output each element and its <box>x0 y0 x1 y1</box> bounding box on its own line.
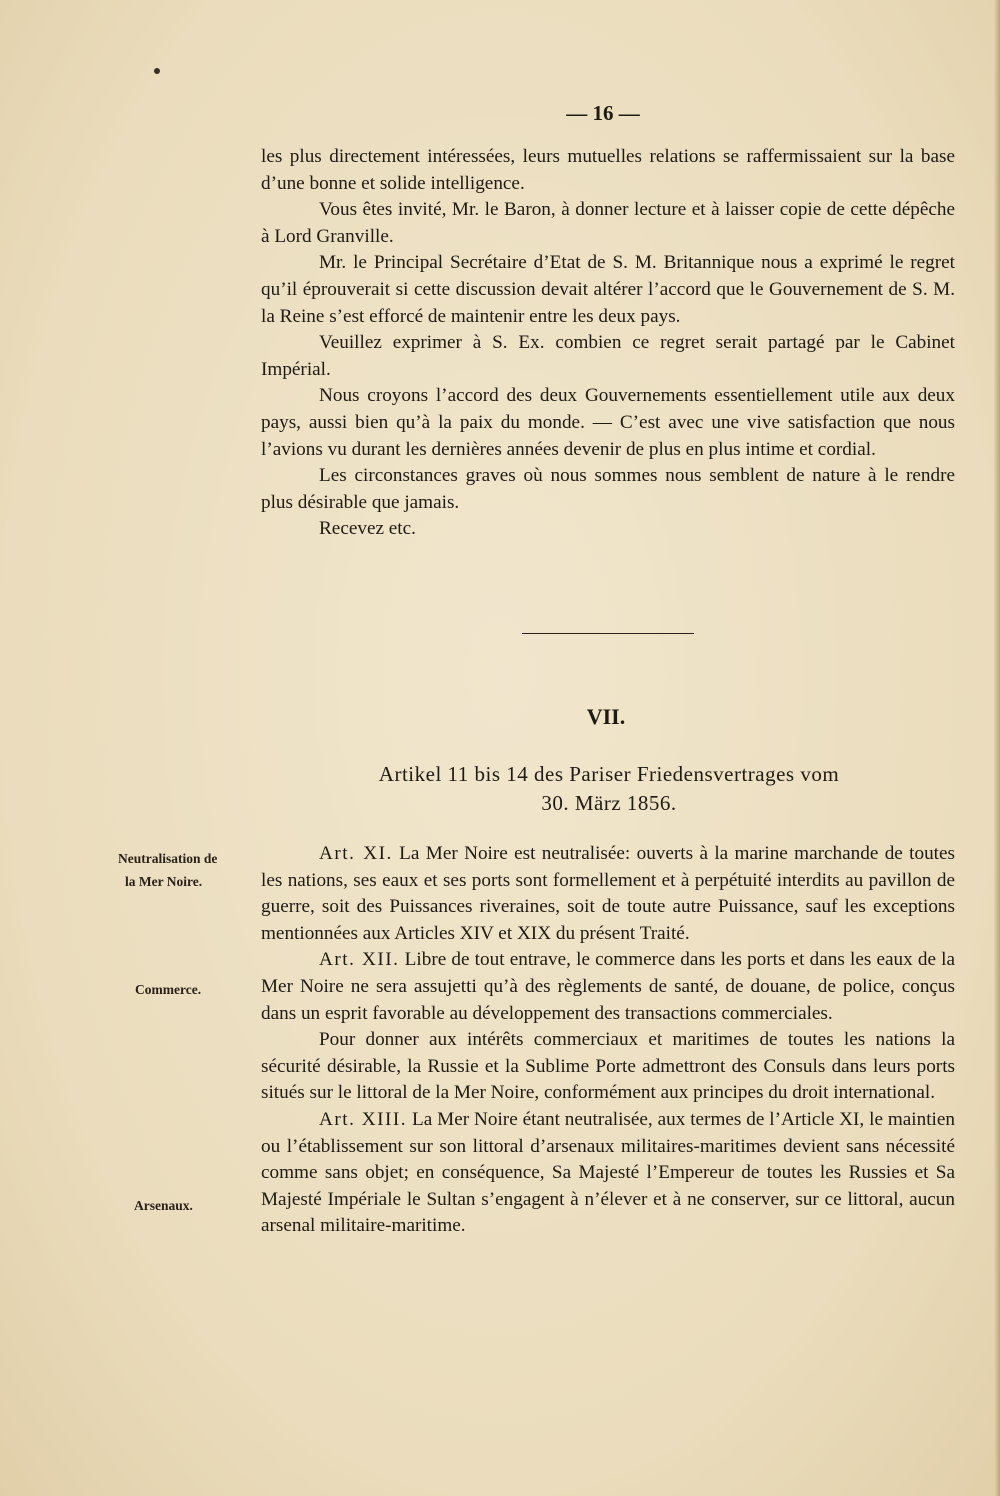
paragraph: Recevez etc. <box>319 518 416 540</box>
heading-line-2: 30. März 1856. <box>541 791 677 815</box>
paragraph: Vous êtes invité, Mr. le Baron, à donner lecture et à laisser copie de cette dépêche à Lord Granville. <box>261 199 955 247</box>
article-xi <box>261 841 955 947</box>
margin-note-line: la Mer Noire. <box>125 874 203 889</box>
margin-note-arsenaux: Arsenaux. <box>134 1198 193 1213</box>
section-number: VII. <box>586 704 626 729</box>
article-label: Art. XII. <box>319 949 400 971</box>
article-label: Art. XI. <box>319 843 393 864</box>
article-xiii <box>261 1107 955 1240</box>
page-edge <box>994 0 1000 1496</box>
margin-note-commerce: Commerce. <box>135 982 202 997</box>
margin-note-line: Neutralisation de <box>118 851 218 866</box>
margin-note-neutralisation <box>118 847 268 893</box>
paragraph: Mr. le Principal Secrétaire d’Etat de S. M. Britannique nous a exprimé le regret qu’il éprouverait si cette discussion devait altérer l’accord que le Gouvernement de S. M. la Reine s’est efforcé de maintenir entre les deux pays. <box>261 252 955 327</box>
section-heading <box>262 760 956 818</box>
paragraph: Veuillez exprimer à S. Ex. combien ce regret serait partagé par le Cabinet Impérial. <box>261 332 955 380</box>
article-text: Libre de tout entrave, le commerce dans les ports et dans les eaux de la Mer Noire ne sera assujetti qu’à des règlements de santé, de douane, de police, conçus dans un esprit favorable au développement des transactions commerciales. <box>261 949 955 1024</box>
article-text: Pour donner aux intérêts commerciaux et maritimes de toutes les nations la sécurité désirable, la Russie et la Sublime Porte admettront des Consuls dans leurs ports situés sur le littoral de la Mer Noire, conformément aux principes du droit international. <box>261 1029 955 1104</box>
article-text: La Mer Noire étant neutralisée, aux termes de l’Article XI, le maintien ou l’établissement sur son littoral d’arsenaux militaires-maritimes devient sans nécessité comme sans objet; en conséquence, Sa Majesté l’Empereur de toutes les Russies et Sa Majesté Impériale le Sultan s’engagent à n’élever et à ne conserver, sur ce littoral, aucun arsenal militaire-maritime. <box>261 1108 956 1237</box>
section-divider <box>522 633 694 634</box>
article-text: La Mer Noire est neutralisée: ouverts à la marine marchande de toutes les nations, ses eaux et ses ports sont formellement et à perpétuité interdits au pavillon de guerre, soit des Puissances riveraines, soit de toute autre Puissance, sauf les exceptions mentionnées aux Articles XIV et XIX du présent Traité. <box>261 843 955 944</box>
paragraph: les plus directement intéressées, leurs mutuelles relations se raffermissaient sur la base d’une bonne et solide intelligence. <box>261 146 955 194</box>
paragraph: Les circonstances graves où nous sommes nous semblent de nature à le rendre plus désirable que jamais. <box>261 465 955 513</box>
letter-body <box>261 144 955 543</box>
article-xii <box>261 947 955 1027</box>
article-label: Art. XIII. <box>319 1108 408 1130</box>
heading-line-1: Artikel 11 bis 14 des Pariser Friedensvertrages vom <box>378 762 840 786</box>
ink-spot <box>154 68 160 74</box>
paragraph: Nous croyons l’accord des deux Gouvernements essentiellement utile aux deux pays, aussi bien qu’à la paix du monde. — C’est avec une vive satisfaction que nous l’avions vu durant les dernières années devenir de plus en plus intime et cordial. <box>261 385 955 460</box>
treaty-articles <box>261 841 955 1240</box>
article-xii-paragraph-2 <box>261 1027 955 1107</box>
page-number: — 16 — <box>566 101 640 125</box>
